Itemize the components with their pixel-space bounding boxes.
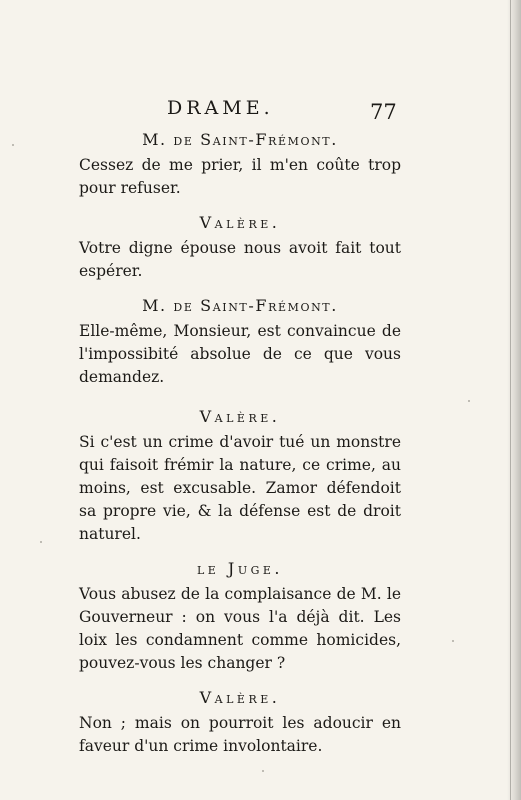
speaker-name: Valère. (199, 688, 281, 707)
paper-speck (452, 640, 454, 642)
speech-text: Non ; mais on pourroit les adoucir en faveur d'un crime involontaire. (79, 714, 401, 755)
speech-text: Elle-même, Monsieur, est convaincue de l'impossibité absolue de ce que vous demandez. (79, 322, 401, 386)
paper-speck (468, 400, 470, 402)
speaker-name: M. de Saint-Frémont. (142, 130, 338, 149)
speaker-name: M. de Saint-Frémont. (142, 296, 338, 315)
speech-text: Cessez de me prier, il m'en coûte trop pour refuser. (79, 156, 401, 197)
speech-text: Vous abusez de la complaisance de M. le Gouverneur : on vous l'a déjà dit. Les loix les condamnent comme homicides, pouvez-vous les changer ? (79, 585, 401, 672)
running-title: DRAME. (167, 97, 274, 119)
speech-text: Si c'est un crime d'avoir tué un monstre qui faisoit frémir la nature, ce crime, au moins, est excusable. Zamor défendoit sa propre vie, & la défense est de droit naturel. (79, 433, 401, 543)
dialogue-text (79, 126, 401, 758)
page-number: 77 (370, 100, 397, 124)
speech-text: Votre digne épouse nous avoit fait tout espérer. (79, 239, 401, 280)
paper-speck (12, 144, 14, 146)
paper-speck (40, 541, 42, 543)
speaker-name: Valère. (199, 213, 281, 232)
page-binding-line (510, 0, 511, 800)
speaker-name: Valère. (199, 407, 281, 426)
paper-speck (262, 770, 264, 772)
speaker-name: le Juge. (196, 559, 283, 578)
